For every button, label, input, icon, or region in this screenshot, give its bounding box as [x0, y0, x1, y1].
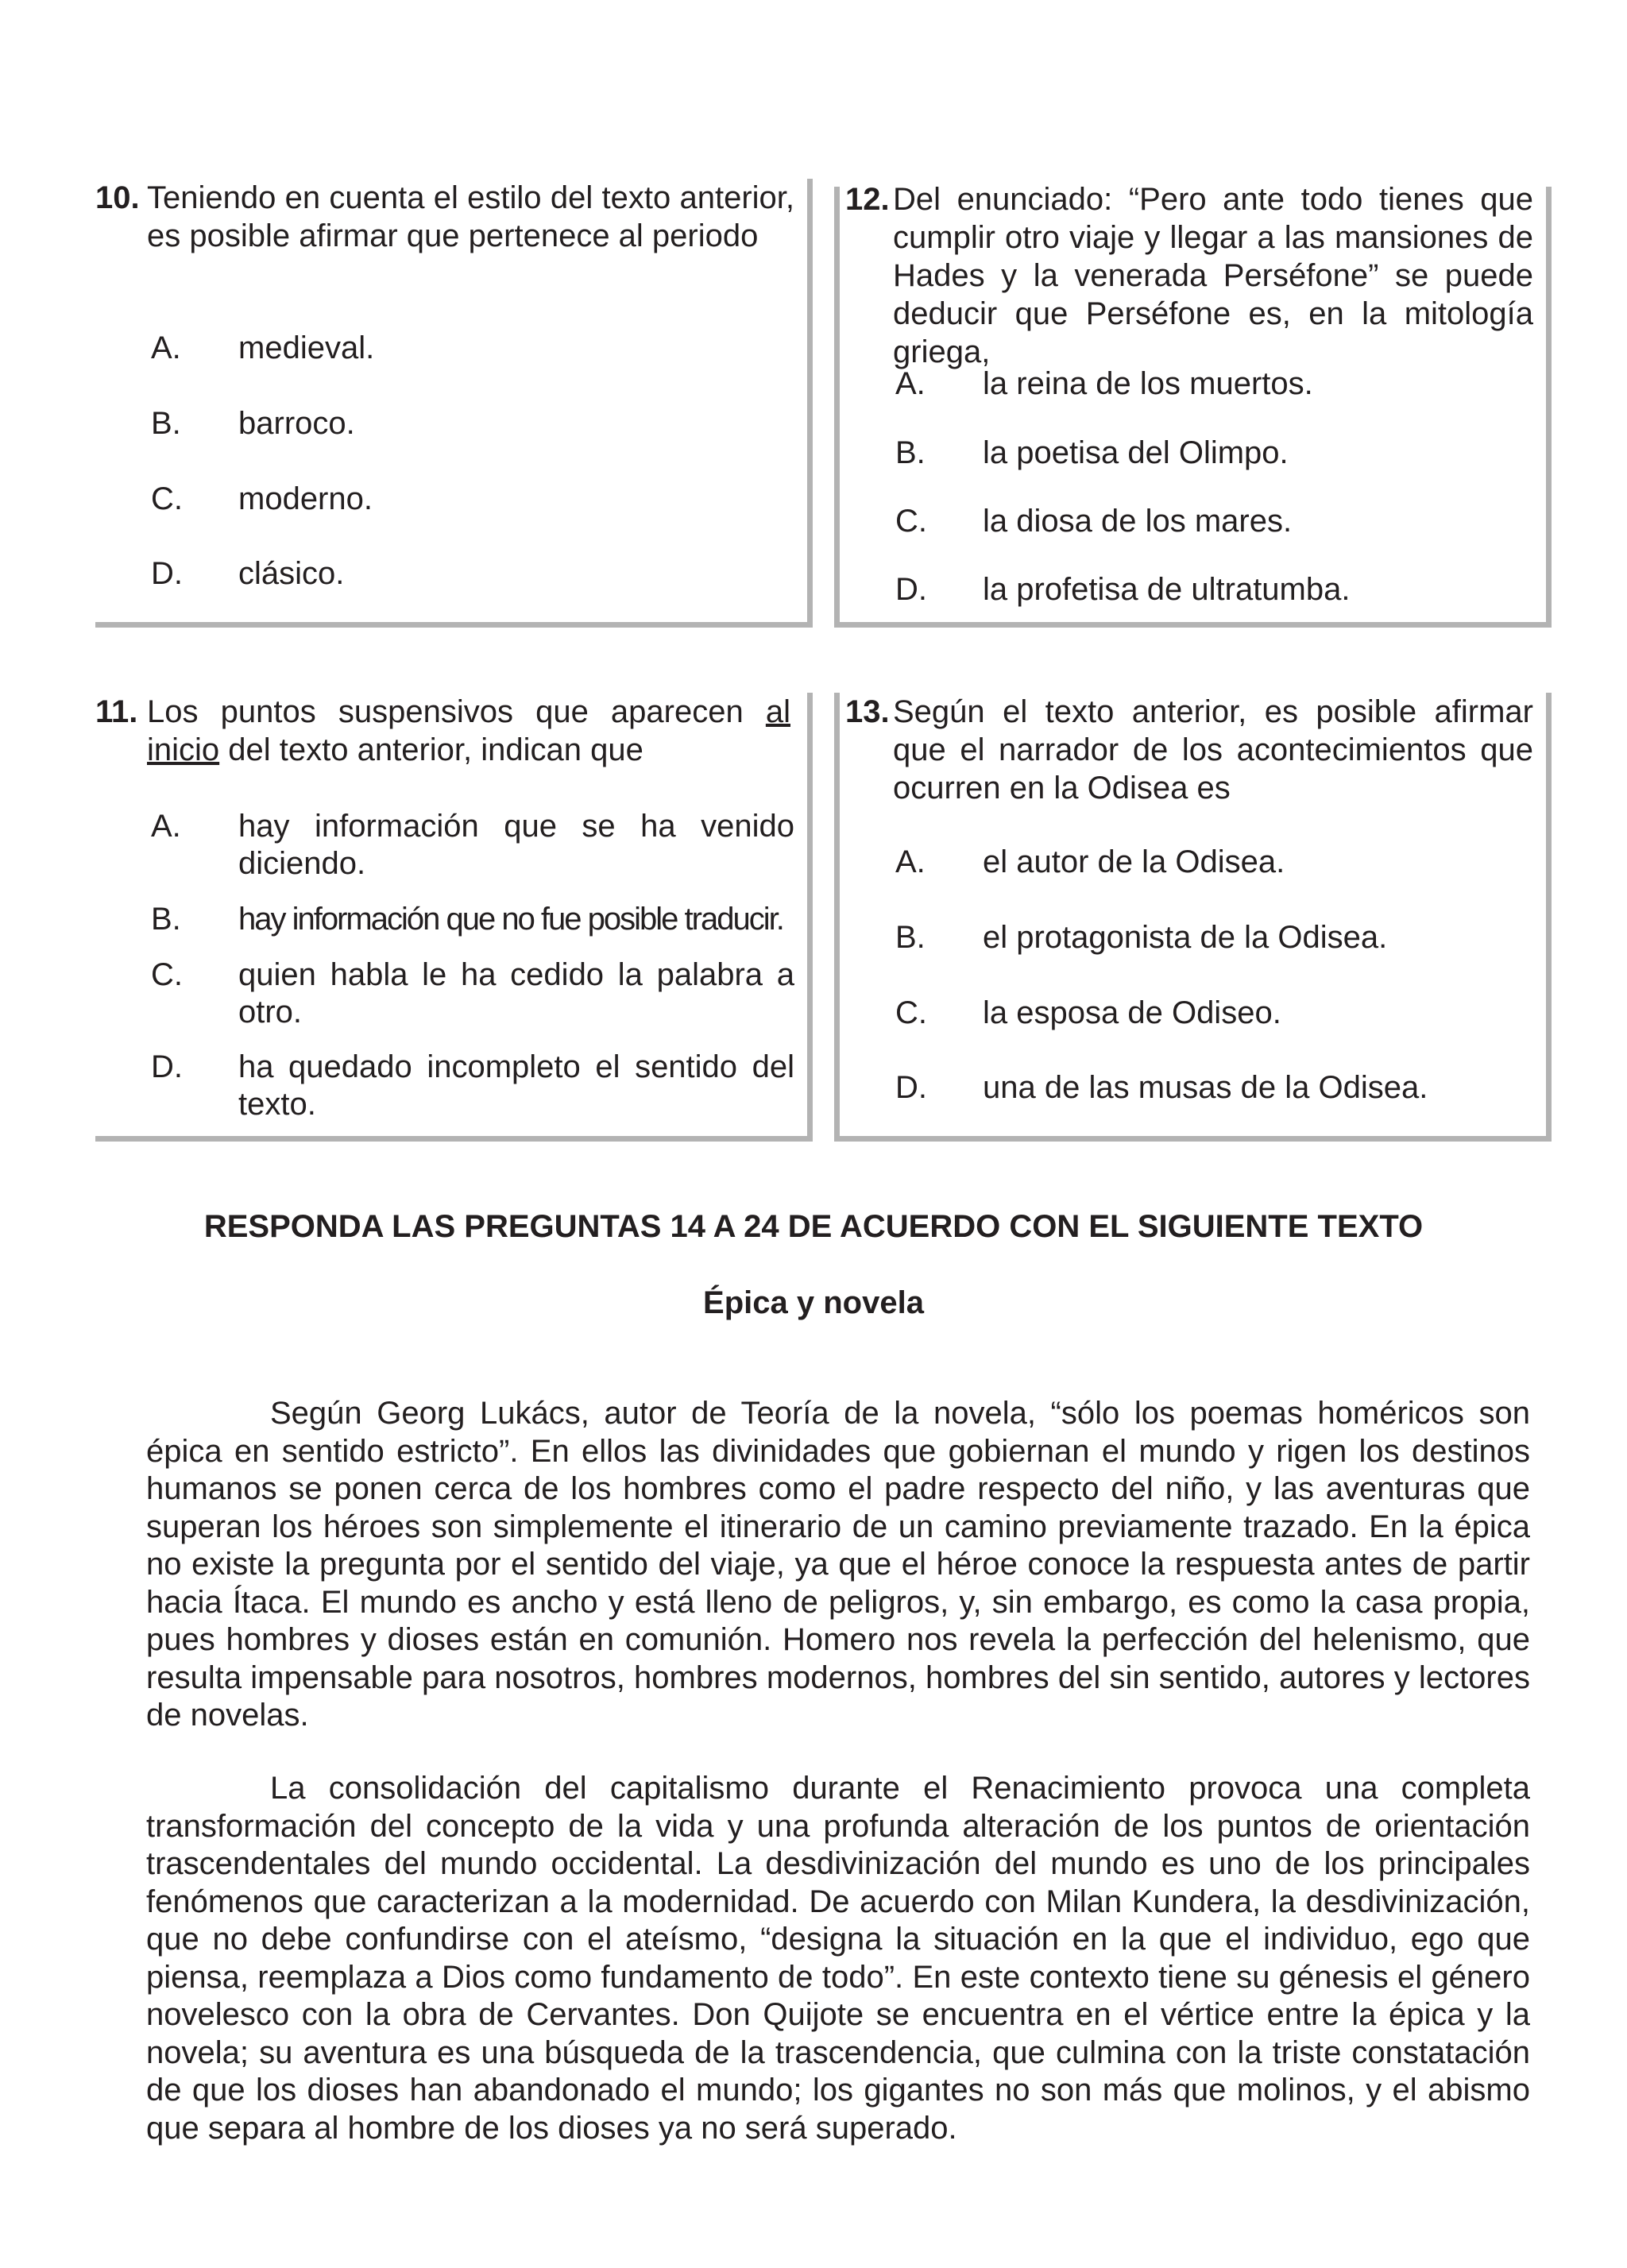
section-instruction: RESPONDA LAS PREGUNTAS 14 A 24 DE ACUERDO CON EL SIGUIENTE TEXTO	[203, 1209, 1424, 1244]
reading-title: Épica y novela	[703, 1285, 924, 1320]
question-text: Según el texto anterior, es posible afirmar que el narrador de los acontecimientos que ocurren en la Odisea es	[893, 694, 1533, 806]
reading-paragraph-2: La consolidación del capitalismo durante el Renacimiento provoca una completa transformación del concepto de la vida y una profunda alteración de los puntos de orientación trascendentales del mundo occidental. La desdivinización del mundo es uno de los principales fenómenos que caracterizan a la modernidad. De acuerdo con Milan Kundera, la desdivinización, que no debe confundirse con el ateísmo, “designa la situación en la que el individuo, ego que piensa, reemplaza a Dios como fundamento de todo”. En este contexto tiene su génesis el género novelesco con la obra de Cervantes. Don Quijote se encuentra en el vértice entre la épica y la novela; su aventura es una búsqueda de la trascendencia, que culmina con la triste constatación de que los dioses han abandonado el mundo; los gigantes no son más que molinos, y el abismo que separa al hombre de los dioses ya no será superado.	[146, 1771, 1530, 2146]
question-text: Teniendo en cuenta el estilo del texto anterior, es posible afirmar que pertenece al periodo	[147, 180, 794, 253]
question-text: Del enunciado: “Pero ante todo tienes que cumplir otro viaje y llegar a las mansiones de Hades y la venerada Perséfone” se puede deducir que Perséfone es, en la mitología griega,	[893, 182, 1533, 369]
question-number: 11.	[95, 694, 138, 729]
reading-paragraph-1: Según Georg Lukács, autor de Teoría de la novela, “sólo los poemas homéricos son épica en sentido estricto”. En ellos las divinidades que gobiernan el mundo y rigen los destinos humanos se ponen cerca de los hombres como el padre respecto del niño, y las aventuras que superan los héroes son simplemente el itinerario de un camino previamente trazado. En la épica no existe la pregunta por el sentido del viaje, ya que el héroe conoce la respuesta antes de partir hacia Ítaca. El mundo es ancho y está lleno de peligros, y, sin embargo, es como la casa propia, pues hombres y dioses están en comunión. Homero nos revela la perfección del helenismo, que resulta impensable para nosotros, hombres modernos, hombres del sin sentido, autores y lectores de novelas.	[146, 1396, 1530, 1733]
question-12-box: 12. Del enunciado: “Pero ante todo tienes que cumplir otro viaje y llegar a las mansiones de Hades y la venerada Perséfone” se puede deducir que Perséfone es, en la mitología griega, A. la reina de los muertos. B. la poetisa del Olimpo. C. la diosa de los mares. D. la profetisa de ultratumba.	[834, 187, 1552, 628]
question-10-box: 10. Teniendo en cuenta el estilo del texto anterior, es posible afirmar que pertenece al periodo A. medieval. B. barroco. C. moderno. D. clásico.	[95, 179, 813, 628]
question-number: 12.	[845, 182, 890, 217]
question-11-box: 11. Los puntos suspensivos que aparecen al inicio del texto anterior, indican que A. hay información que se ha venido diciendo. B. hay información que no fue posible traducir. C. quien habla le ha cedido la palabra a otro. D. ha quedado incompleto el sentido del texto.	[95, 693, 813, 1142]
question-text: Los puntos suspensivos que aparecen al inicio del texto anterior, indican que	[147, 694, 790, 767]
underlined-phrase: al inicio	[147, 694, 790, 767]
question-number: 13.	[845, 694, 890, 729]
question-13-box: 13. Según el texto anterior, es posible afirmar que el narrador de los acontecimientos que ocurren en la Odisea es A. el autor de la Odisea. B. el protagonista de la Odisea. C. la esposa de Odiseo. D. una de las musas de la Odisea.	[834, 693, 1552, 1142]
question-number: 10.	[95, 180, 140, 215]
